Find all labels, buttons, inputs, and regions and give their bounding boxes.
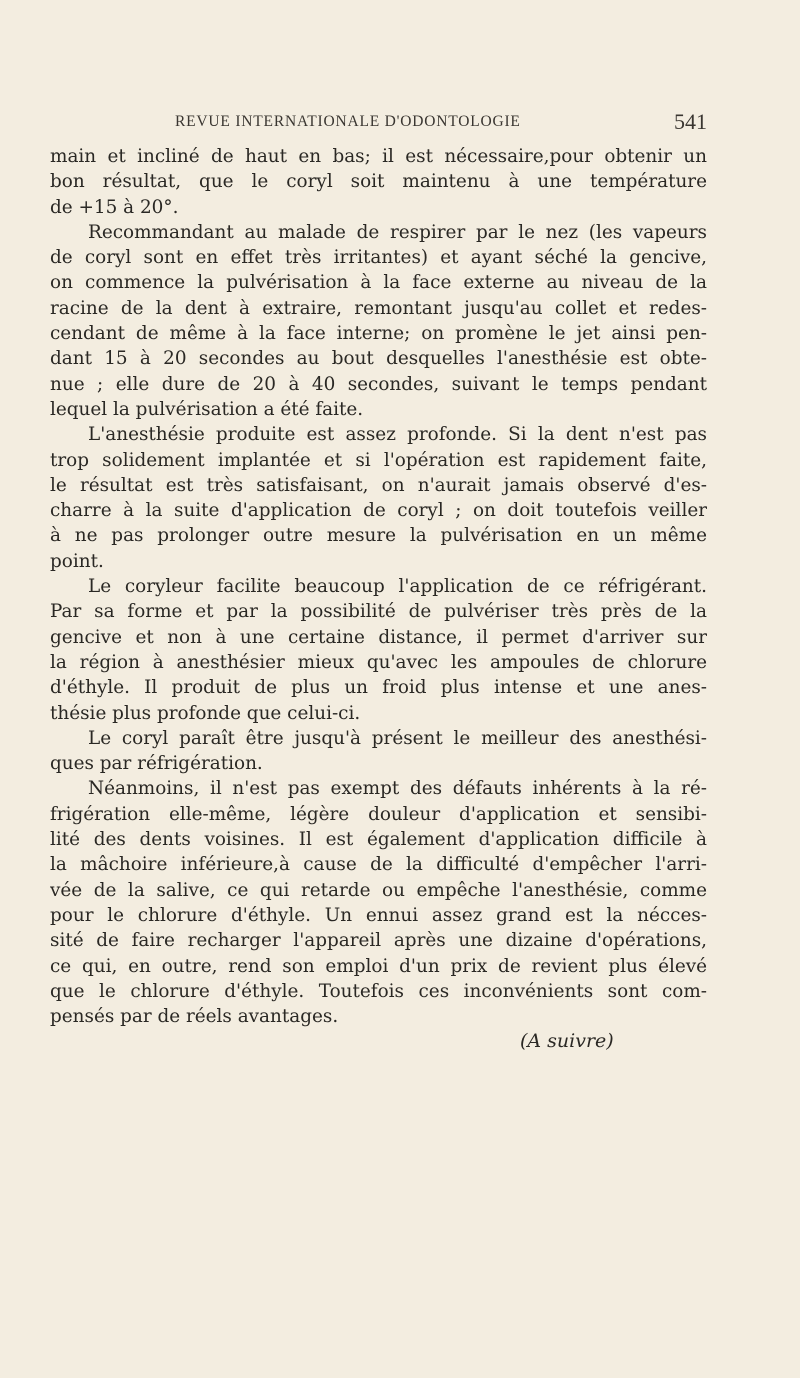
body-text (50, 144, 707, 1029)
text-line: lequel la pulvérisation a été faite. (50, 398, 364, 420)
text-line: sité de faire recharger l'appareil après une dizaine d'opérations, (50, 930, 707, 952)
text-line: charre à la suite d'application de coryl ; on doit toutefois veiller (50, 500, 707, 522)
text-line: ce qui, en outre, rend son emploi d'un prix de revient plus élevé (50, 955, 707, 977)
text-line: ques par réfrigération. (50, 753, 263, 775)
text-line: trop solidement implantée et si l'opération est rapidement faite, (50, 449, 707, 471)
text-line: racine de la dent à extraire, remontant jusqu'au collet et redes- (50, 297, 707, 319)
text-line: de +15 à 20°. (50, 196, 179, 218)
page-number: 541 (674, 109, 707, 134)
text-line: vée de la salive, ce qui retarde ou empêche l'anesthésie, comme (50, 879, 707, 901)
text-line: que le chlorure d'éthyle. Toutefois ces inconvénients sont com- (50, 980, 707, 1002)
text-line: Néanmoins, il n'est pas exempt des défauts inhérents à la ré- (88, 778, 707, 800)
text-line: on commence la pulvérisation à la face externe au niveau de la (50, 272, 707, 294)
text-line: frigération elle-même, légère douleur d'application et sensibi- (50, 803, 707, 825)
text-line: nue ; elle dure de 20 à 40 secondes, suivant le temps pendant (50, 373, 707, 395)
text-line: thésie plus profonde que celui-ci. (50, 702, 361, 724)
text-line: dant 15 à 20 secondes au bout desquelles l'anesthésie est obte- (50, 348, 707, 370)
continuation-note: (A suivre) (520, 1030, 614, 1052)
text-line: point. (50, 550, 104, 572)
text-line: à ne pas prolonger outre mesure la pulvérisation en un même (50, 525, 707, 547)
text-line: Recommandant au malade de respirer par le nez (les vapeurs (88, 221, 707, 243)
running-title: REVUE INTERNATIONALE D'ODONTOLOGIE (175, 113, 521, 130)
text-line: la région à anesthésier mieux qu'avec les ampoules de chlorure (50, 651, 707, 673)
text-line: L'anesthésie produite est assez profonde. Si la dent n'est pas (88, 424, 707, 446)
text-line: pensés par de réels avantages. (50, 1006, 339, 1028)
text-line: d'éthyle. Il produit de plus un froid plus intense et une anes- (50, 677, 707, 699)
text-line: Le coryleur facilite beaucoup l'application de ce réfrigérant. (88, 576, 707, 598)
text-line: lité des dents voisines. Il est également d'application difficile à (50, 829, 707, 851)
page-header (175, 109, 707, 139)
text-line: main et incliné de haut en bas; il est nécessaire,pour obtenir un (50, 146, 707, 167)
text-line: la mâchoire inférieure,à cause de la difficulté d'empêcher l'arri- (50, 854, 707, 876)
text-line: Le coryl paraît être jusqu'à présent le meilleur des anesthési- (88, 727, 707, 749)
text-line: pour le chlorure d'éthyle. Un ennui assez grand est la nécces- (50, 904, 707, 926)
text-line: gencive et non à une certaine distance, il permet d'arriver sur (50, 626, 707, 648)
text-line: Par sa forme et par la possibilité de pulvériser très près de la (50, 601, 707, 623)
text-line: cendant de même à la face interne; on promène le jet ainsi pen- (50, 323, 707, 345)
text-line: le résultat est très satisfaisant, on n'aurait jamais observé d'es- (50, 474, 707, 496)
text-line: bon résultat, que le coryl soit maintenu à une température (50, 171, 707, 193)
text-line: de coryl sont en effet très irritantes) et ayant séché la gencive, (50, 247, 707, 269)
